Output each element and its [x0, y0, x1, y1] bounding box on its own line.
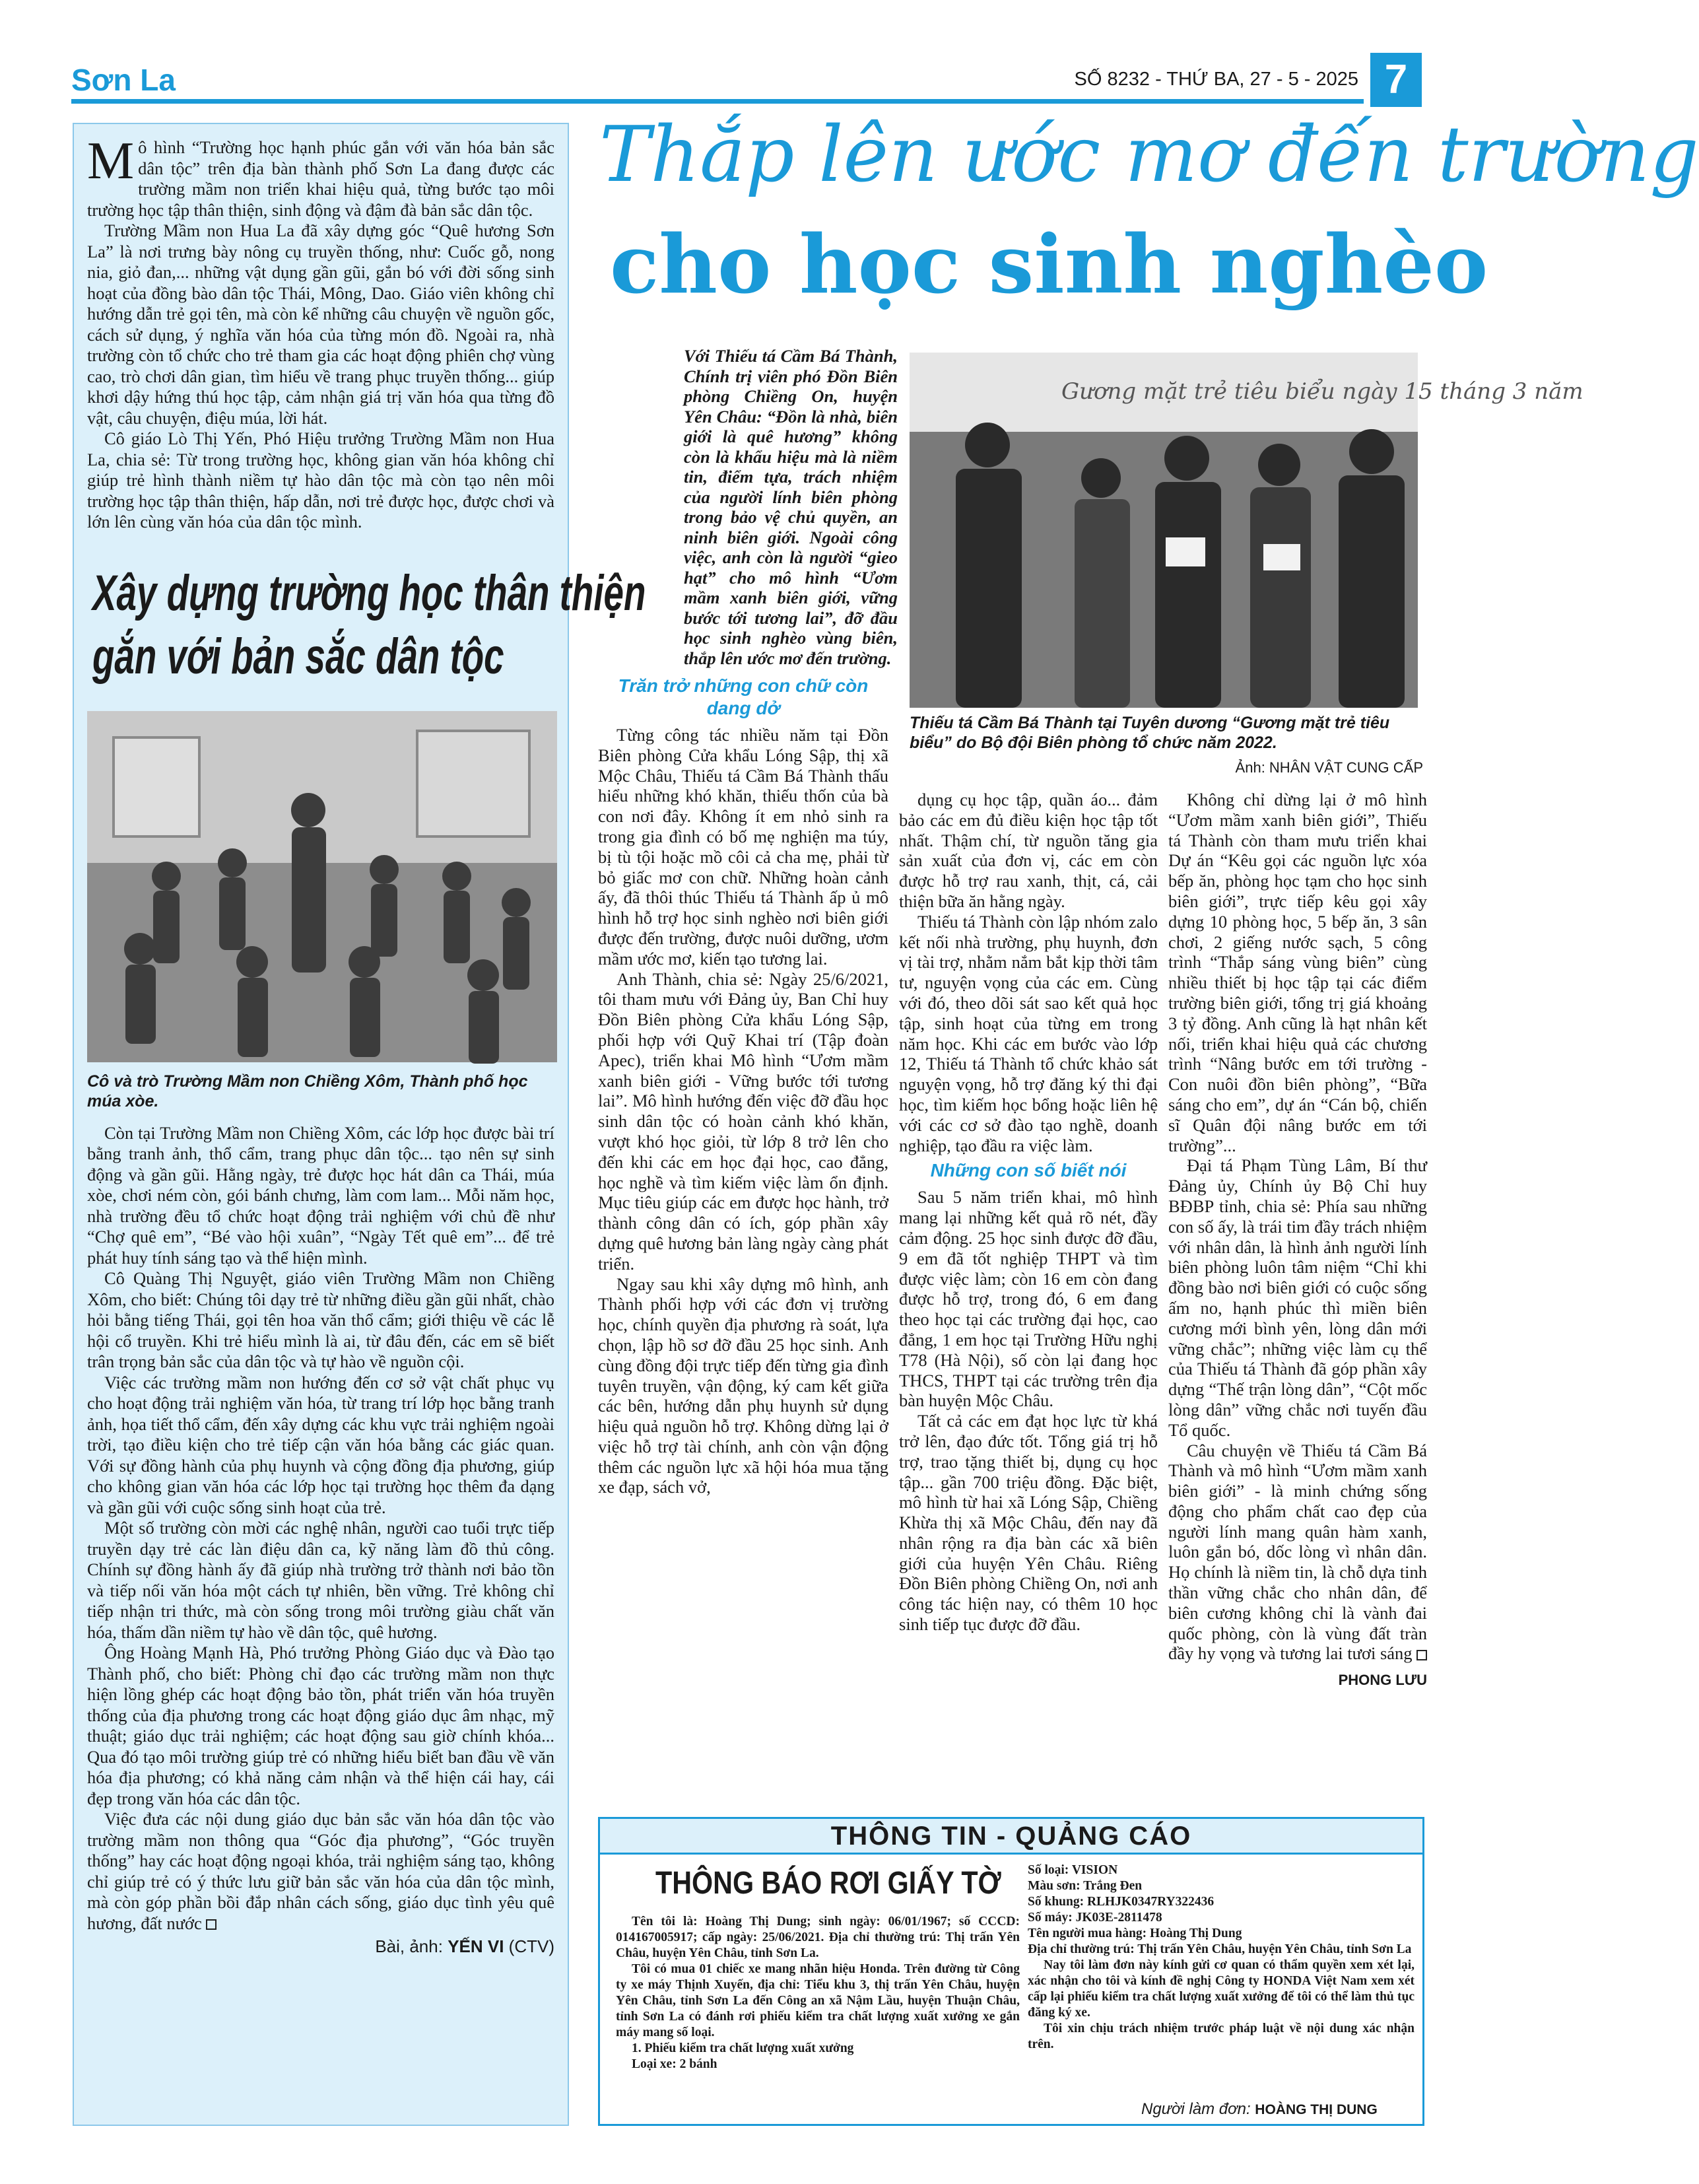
sidebar-paragraph: Mô hình “Trường học hạnh phúc gắn với văn hóa bản sắc dân tộc” trên địa bàn thành phố Sơn La đang được các trường mầm non triển khai hiệu quả, từng bước tạo môi trường học tập thân thiện, sinh động và đậm đà bản sắc dân tộc.: [87, 132, 554, 220]
sidebar-paragraph: Việc các trường mầm non hướng đến cơ sở vật chất phục vụ cho hoạt động trải nghiệm văn hóa, từ trang trí lớp học bằng tranh ảnh, họa tiết thổ cẩm, đến xây dựng các khu vực trải nghiệm ngoài trời, tạo điều kiện cho trẻ tiếp cận văn hóa bằng các giác quan. Với sự đồng hành của phụ huynh và cộng đồng địa phương, giúp cho không gian văn hóa các lớp học tại trường học thêm đa dạng và gần gũi với cuộc sống sinh hoạt của trẻ.: [87, 1372, 554, 1517]
body-paragraph: dụng cụ học tập, quần áo... đảm bảo các em đủ điều kiện học tập tốt nhất. Thậm chí, từ nguồn tăng gia sản xuất của đơn vị, các em còn được hỗ trợ rau xanh, thịt, cá, cải thiện bữa ăn hằng ngày.: [899, 790, 1158, 911]
classroom-photo: [87, 711, 557, 1062]
main-headline-line1: Thắp lên ước mơ đến trường: [599, 110, 1699, 199]
sidebar-paragraph: Cô giáo Lò Thị Yến, Phó Hiệu trưởng Trường Mầm non Hua La, chia sẻ: Từ trong trường học, không gian văn hóa không chỉ giúp trẻ hình thành niềm tự hào dân tộc mà còn tạo nên môi trường học tập thân thiện, hấp dẫn, nơi trẻ được học, được chơi và lớn lên cùng văn hóa của dân tộc mình.: [87, 428, 554, 531]
subhead: Trăn trở những con chữ còn dang dở: [618, 675, 869, 718]
sidebar-paragraph: Cô Quàng Thị Nguyệt, giáo viên Trường Mầm non Chiềng Xôm, cho biết: Chúng tôi dạy trẻ từ những điều gần gũi nhất, chào hỏi bằng tiếng Thái, gọi tên hoa văn thổ cẩm; giới thiệu về các lễ hội cổ truyền. Khi trẻ hiểu mình là ai, từ đâu đến, các em sẽ biết trân trọng bản sắc của dân tộc và tự hào về nguồn cội.: [87, 1268, 554, 1371]
main-headline-line2: cho học sinh nghèo: [610, 217, 1488, 312]
body-paragraph: Không chỉ dừng lại ở mô hình “Ươm mầm xanh biên giới”, Thiếu tá Thành còn tham mưu triển khai Dự án “Kêu gọi các nguồn lực xóa bếp ăn, phòng học tạm cho học sinh biên giới”, trực tiếp kêu gọi xây dựng 10 phòng học, 5 bếp ăn, 3 sân chơi, 2 giếng nước sạch, 5 công trình “Thắp sáng vùng biên” cùng nhiều thiết bị học tập tại các điểm trường biên giới, tổng trị giá khoảng 3 tỷ đồng. Anh cũng là hạt nhân kết nối, triển khai hiệu quả các chương trình “Nâng bước em tới trường - Con nuôi đồn biên phòng”, “Bữa sáng cho em”, dự án “Cán bộ, chiến sĩ Quân đội nâng bước em tới trường”...: [1168, 790, 1427, 1155]
article-byline: PHONG LƯU: [1338, 1672, 1427, 1689]
body-paragraph: Ngay sau khi xây dựng mô hình, anh Thành phối hợp với các đơn vị trường học, chính quyền địa phương rà soát, lựa chọn, lập hồ sơ đỡ đầu 25 học sinh. Anh cùng đồng đội trực tiếp đến từng gia đình tuyên truyền, vận động, ký cam kết giữa các bên, hướng dẫn phụ huynh sử dụng hiệu quả nguồn hỗ trợ. Không dừng lại ở việc hỗ trợ tài chính, anh còn vận động thêm các nguồn lực xã hội hóa mua tặng xe đạp, sách vở,: [598, 1274, 888, 1497]
notice-line: Màu sơn: Trắng Đen: [1028, 1879, 1143, 1893]
notice-signature: Người làm đơn: HOÀNG THỊ DUNG: [1141, 2100, 1378, 2118]
notice-line: Số loại: VISION: [1028, 1863, 1118, 1877]
sidebar-title-line: gắn với bản sắc dân tộc: [92, 628, 504, 685]
end-mark-icon: [206, 1919, 217, 1930]
photo-banner-text: Gương mặt trẻ tiêu biểu ngày 15 tháng 3 năm: [1061, 378, 1583, 405]
body-paragraph: Thiếu tá Thành còn lập nhóm zalo kết nối nhà trường, phụ huynh, đơn vị tài trợ, nhằm nắm bắt kịp thời tâm tư, nguyện vọng của các em. Cùng với đó, theo dõi sát sao kết quả học tập, sinh hoạt của từng em trong năm học. Khi các em bước vào lớp 12, Thiếu tá Thành tổ chức khảo sát nguyện vọng, hỗ trợ đăng ký thi đại học, tìm kiếm học bổng hoặc liên hệ với các cơ sở đào tạo nghề, doanh nghiệp, tạo đầu ra việc làm.: [899, 911, 1158, 1155]
notice-paragraph: Loại xe: 2 bánh: [632, 2057, 717, 2071]
notice-line: Nay tôi làm đơn này kính gửi cơ quan có thẩm quyền xem xét lại, xác nhận cho tôi và kính đề nghị Công ty HONDA Việt Nam xem xét cấp lại phiếu kiểm tra chất lượng xuất xưởng để tôi có thể làm thủ tục đăng ký xe.: [1028, 1958, 1415, 2020]
body-paragraph: Sau 5 năm triển khai, mô hình mang lại những kết quả rõ nét, đầy cảm động. 25 học sinh được đỡ đầu, 9 em đã tốt nghiệp THPT và tìm được việc làm; còn 16 em còn đang được hỗ trợ, trong đó, 6 em đang theo học tại các trường đại học, cao đẳng, 1 em học tại Trường Hữu nghị T78 (Hà Nội), số còn lại đang học THCS, THPT tại các trường trên địa bàn huyện Mộc Châu.: [899, 1187, 1158, 1411]
notice-title: THÔNG BÁO RƠI GIẤY TỜ: [655, 1866, 1001, 1901]
body-paragraph: Đại tá Phạm Tùng Lâm, Bí thư Đảng ủy, Chính ủy Bộ Chỉ huy BĐBP tỉnh, chia sẻ: Phía sau những con số ấy, là trái tim đầy trách nhiệm với nhân dân, là hình ảnh người lính biên phòng luôn tâm niệm “Chỉ khi đồng bào nơi biên giới có cuộc sống ấm no, hạnh phúc thì miền biên cương mới bình yên, lòng dân mới vững chắc”; những việc làm cụ thể của Thiếu tá Thành đã góp phần xây dựng “Thế trận lòng dân”, “Cột mốc lòng dân” vững chắc nơi tuyến đầu Tổ quốc.: [1168, 1155, 1427, 1440]
drop-cap: M: [87, 132, 135, 190]
award-photo: [910, 353, 1583, 708]
award-photo-caption: Thiếu tá Cầm Bá Thành tại Tuyên dương “Gương mặt trẻ tiêu biểu” do Bộ đội Biên phòng tổ chức năm 2022.: [910, 714, 1390, 752]
notice-line: Địa chỉ thường trú: Thị trấn Yên Châu, huyện Yên Châu, tỉnh Sơn La: [1028, 1942, 1412, 1956]
sidebar-photo-caption: Cô và trò Trường Mầm non Chiềng Xôm, Thành phố học múa xòe.: [87, 1072, 528, 1110]
notice-header: THÔNG TIN - QUẢNG CÁO: [600, 1819, 1422, 1855]
sidebar-title-line: Xây dựng trường học thân thiện: [92, 564, 646, 621]
sidebar-paragraph: Ông Hoàng Mạnh Hà, Phó trưởng Phòng Giáo dục và Đào tạo Thành phố, cho biết: Phòng chỉ đạo các trường mầm non thực hiện lồng ghép các hoạt động bảo tồn, phát triển văn hóa truyền thống của địa phương trong các hoạt động giáo dục âm nhạc, mỹ thuật; giáo dục trải nghiệm; các hoạt động sau giờ chính khóa... Qua đó tạo môi trường giúp trẻ có những hiểu biết ban đầu về văn hóa địa phương; có khả năng cảm nhận và thể hiện cái hay, cái đẹp trong văn hóa các dân tộc.: [87, 1643, 554, 1808]
notice-line: Số khung: RLHJK0347RY322436: [1028, 1895, 1215, 1909]
body-paragraph: Từng công tác nhiều năm tại Đồn Biên phòng Cửa khẩu Lóng Sập, thị xã Mộc Châu, Thiếu tá Cầm Bá Thành thấu hiểu những khó khăn, thiếu thốn của bà con nơi đây. Không ít em nhỏ sinh ra trong gia đình có bố mẹ nghiện ma túy, bị tù tội hoặc mồ côi cả cha mẹ, phải từ bỏ giấc mơ con chữ. Những hoàn cảnh ấy, đã thôi thúc Thiếu tá Thành ấp ủ mô hình hỗ trợ học sinh nghèo nơi biên giới được đến trường, được nuôi dưỡng, ươm mầm ước mơ, kiến tạo tương lai.: [598, 725, 888, 969]
body-paragraph: Tất cả các em đạt học lực từ khá trở lên, đạo đức tốt. Tổng giá trị hỗ trợ, trao tặng thiết bị, dụng cụ học tập... gần 700 triệu đồng. Đặc biệt, mô hình từ hai xã Lóng Sập, Chiềng Khừa thị xã Mộc Châu, đến nay đã nhân rộng ra địa bàn các xã biên giới của huyện Yên Châu. Riêng Đồn Biên phòng Chiềng On, nơi anh công tác hiện nay, có thêm 10 học sinh tiếp tục được đỡ đầu.: [899, 1411, 1158, 1635]
article-column-3: [1168, 790, 1427, 1691]
sidebar-paragraph: Việc đưa các nội dung giáo dục bản sắc văn hóa dân tộc vào trường mầm non thông qua “Góc địa phương”, “Góc truyền thống” hay các hoạt động ngoại khóa, trải nghiệm sáng tạo, không chỉ giúp trẻ có ý thức lưu giữ bản sắc văn hóa của dân tộc mình, mà còn góp phần bồi đắp nhân cách sống, giáo dục tình yêu quê hương, đất nước: [87, 1809, 554, 1933]
body-paragraph: Anh Thành, chia sẻ: Ngày 25/6/2021, tôi tham mưu với Đảng ủy, Ban Chỉ huy Đồn Biên phòng Cửa khẩu Lóng Sập, phối hợp với Quỹ Khai trí (Tập đoàn Apec), triển khai Mô hình “Ươm mầm xanh biên giới - Vững bước tới tương lai”. Mô hình hướng đến việc đỡ đầu học sinh dân tộc có hoàn cảnh khó khăn, vượt khó học giỏi, từ lớp 8 trở lên cho đến khi các em học đại học, cao đẳng, học nghề và tìm kiếm việc làm ổn định. Mục tiêu giúp các em được học hành, trở thành công dân có ích, góp phần xây dựng quê hương bản làng ngày càng phát triển.: [598, 969, 888, 1274]
notice-paragraph: Tôi có mua 01 chiếc xe mang nhãn hiệu Honda. Trên đường từ Công ty xe máy Thịnh Xuyến, địa chỉ: Tiểu khu 3, thị trấn Yên Châu, huyện Yên Châu, tỉnh Sơn La đến Công an xã Nậm Lầu, huyện Thuận Châu, tỉnh Sơn La có đánh rơi phiếu kiểm tra chất lượng xuất xưởng xe gắn máy mang số loại.: [616, 1962, 1020, 2039]
notice-line: Tôi xin chịu trách nhiệm trước pháp luật về nội dung xác nhận trên.: [1028, 2022, 1415, 2051]
notice-right-column: [1028, 1862, 1415, 2053]
notice-line: Số máy: JK03E-2811478: [1028, 1911, 1162, 1925]
section-name: Sơn La: [71, 63, 176, 97]
notice-paragraph: Tên tôi là: Hoàng Thị Dung; sinh ngày: 06/01/1967; số CCCD: 014167005917; cấp ngày: 25/06/2021. Địa chỉ thường trú: Thị trấn Yên Châu, huyện Yên Châu, tỉnh Sơn La.: [616, 1915, 1020, 1960]
article-lead: Với Thiếu tá Cầm Bá Thành, Chính trị viên phó Đồn Biên phòng Chiềng On, huyện Yên Châu: “Đồn là nhà, biên giới là quê hương” không còn là khẩu hiệu mà là niềm tin, điểm tựa, trách nhiệm của người lính biên phòng trong bảo vệ chủ quyền, an ninh biên giới. Ngoài công việc, anh còn là người “gieo hạt” cho mô hình “Ươm mầm xanh biên giới, vững bước tới tương lai”, đỡ đầu học sinh nghèo vùng biên, thắp lên ước mơ đến trường.: [684, 346, 898, 668]
photo-credit: Ảnh: NHÂN VẬT CUNG CẤP: [1235, 759, 1423, 776]
article-column-2: [899, 790, 1158, 1635]
notice-paragraph: 1. Phiếu kiểm tra chất lượng xuất xưởng: [632, 2041, 854, 2055]
subhead: Những con số biết nói: [930, 1160, 1127, 1181]
notice-line: Tên người mua hàng: Hoàng Thị Dung: [1028, 1927, 1242, 1940]
sidebar-paragraph: Còn tại Trường Mầm non Chiềng Xôm, các lớp học được bài trí bằng tranh ảnh, thổ cẩm, trang phục dân tộc... tạo nên sự sinh động và gần gũi. Hằng ngày, trẻ được học hát dân ca Thái, múa xòe, chơi ném còn, gói bánh chưng, làm com lam... Mỗi năm học, nhà trường đều tổ chức hoạt động trải nghiệm với chủ đề như “Chợ quê em”, “Bé vào hội xuân”, “Ngày Tết quê em”... để trẻ phát huy tính sáng tạo và thể hiện mình.: [87, 1122, 554, 1268]
header-rule: [71, 99, 1364, 104]
sidebar-title: [92, 562, 646, 689]
sidebar-article: [73, 123, 646, 2126]
sidebar-byline: Bài, ảnh: YẾN VI (CTV): [375, 1936, 554, 1956]
notice-left-column: [616, 1914, 1020, 2072]
sidebar-paragraph: Trường Mầm non Hua La đã xây dựng góc “Quê hương Sơn La” là nơi trưng bày nông cụ truyền thống, như: Cuốc gỗ, nong nia, giỏ đan,... những vật dụng gần gũi, gắn bó với đời sống sinh hoạt của đồng bào dân tộc Thái, Mông, Dao. Giáo viên không chỉ hướng dẫn trẻ gọi tên, mà còn kể những câu chuyện về nguồn gốc, cách sử dụng, ý nghĩa văn hóa của từng món đồ. Ngoài ra, nhà trường còn tổ chức cho trẻ tham gia các hoạt động phiên chợ vùng cao, trò chơi dân gian, tìm hiểu về trang phục truyền thống... giúp khơi dậy hứng thú học tập, cảm nhận giá trị văn hóa qua từng đồ vật, câu chuyện, điệu múa, lời hát.: [87, 221, 554, 428]
page-number: 7: [1370, 53, 1422, 107]
notice-box: [598, 1817, 1424, 2126]
end-mark-icon: [1416, 1650, 1427, 1660]
issue-info: SỐ 8232 - THỨ BA, 27 - 5 - 2025: [1074, 69, 1358, 90]
body-paragraph: Câu chuyện về Thiếu tá Cầm Bá Thành và mô hình “Ươm mầm xanh biên giới” - là minh chứng sống động cho phẩm chất cao đẹp của người lính mang quân hàm xanh, luôn gắn bó, dốc lòng vì nhân dân. Họ chính là niềm tin, là chỗ dựa tinh thần vững chắc cho nhân dân, để biên cương không chỉ là vành đai quốc phòng, còn là vùng đất tràn đầy hy vọng và tương lai tươi sáng: [1168, 1440, 1427, 1664]
article-column-1: [598, 671, 888, 1497]
sidebar-paragraph: Một số trường còn mời các nghệ nhân, người cao tuổi trực tiếp truyền dạy trẻ các làn điệu dân ca, kỹ năng làm đồ thủ công. Chính sự đồng hành ấy đã giúp nhà trường trở thành nơi bảo tồn và tiếp nối văn hóa một cách tự nhiên, bền vững. Trẻ không chỉ tiếp nhận tri thức, mà còn sống trong môi trường giàu chất văn hóa, thấm dần niềm tự hào về dân tộc, quê hương.: [87, 1518, 554, 1642]
